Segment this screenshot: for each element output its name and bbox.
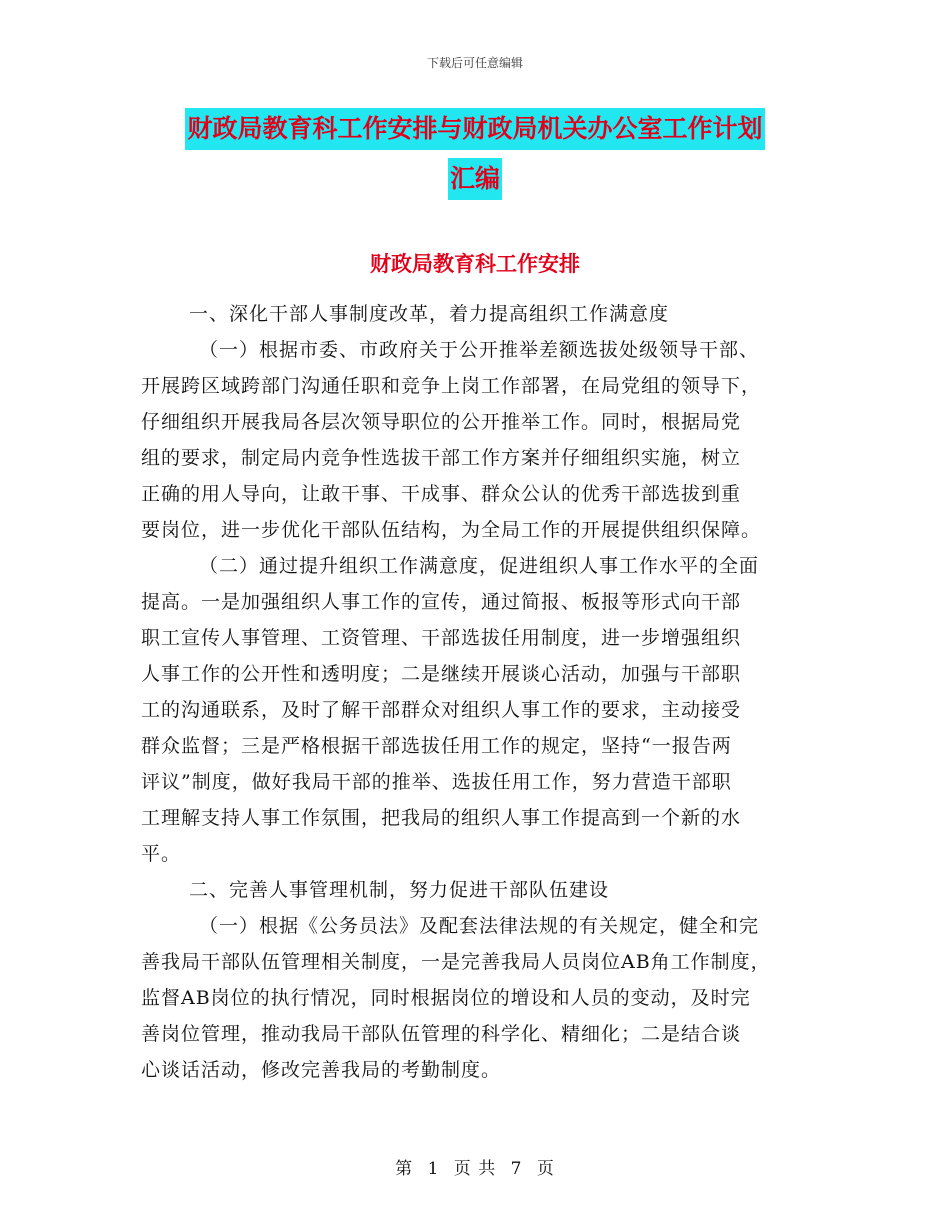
paragraph-line: 平。	[141, 843, 182, 865]
page-total: 7	[510, 1159, 523, 1179]
paragraph-line: 职工宣传人事管理、工资管理、干部选拔任用制度，进一步增强组织	[141, 627, 742, 649]
heading-2: 二、完善人事管理机制，努力促进干部队伍建设	[189, 879, 610, 901]
paragraph-line: 正确的用人导向，让敢干事、干成事、群众公认的优秀干部选拔到重	[141, 483, 742, 505]
paragraph-line: 提高。一是加强组织人事工作的宣传，通过简报、板报等形式向干部	[141, 591, 742, 613]
paragraph-line: 仔细组织开展我局各层次领导职位的公开推举工作。同时，根据局党	[141, 411, 742, 433]
paragraph-line: （二）通过提升组织工作满意度，促进组织人事工作水平的全面	[199, 555, 760, 577]
paragraph-line: 人事工作的公开性和透明度；二是继续开展谈心活动，加强与干部职	[141, 663, 742, 685]
heading-1: 一、深化干部人事制度改革，着力提高组织工作满意度	[189, 303, 670, 325]
paragraph-line: 群众监督；三是严格根据干部选拔任用工作的规定，坚持“一报告两	[141, 735, 732, 757]
page-number: 1	[427, 1159, 440, 1179]
header-note: 下载后可任意编辑	[426, 56, 523, 70]
paragraph-line: 工的沟通联系，及时了解干部群众对组织人事工作的要求，主动接受	[141, 699, 742, 721]
paragraph-line: 组的要求，制定局内竞争性选拔干部工作方案并仔细组织实施，树立	[141, 447, 742, 469]
paragraph-line: 心谈话活动，修改完善我局的考勤制度。	[141, 1059, 502, 1081]
footer-prefix: 第	[395, 1159, 414, 1179]
paragraph-line: 善岗位管理，推动我局干部队伍管理的科学化、精细化；二是结合谈	[141, 1023, 742, 1045]
paragraph-line: 开展跨区域跨部门沟通任职和竞争上岗工作部署，在局党组的领导下，	[141, 375, 762, 397]
paragraph-line: 善我局干部队伍管理相关制度，一是完善我局人员岗位AB角工作制度，	[141, 951, 771, 973]
paragraph-line: （一）根据《公务员法》及配套法律法规的有关规定，健全和完	[199, 915, 760, 937]
title-line-1: 财政局教育科工作安排与财政局机关办公室工作计划	[185, 108, 764, 150]
document-title	[130, 108, 820, 200]
footer-mid: 页 共	[453, 1159, 497, 1179]
title-line-2: 汇编	[448, 158, 502, 200]
paragraph-line: 监督AB岗位的执行情况，同时根据岗位的增设和人员的变动，及时完	[141, 987, 751, 1009]
paragraph-line: 工理解支持人事工作氛围，把我局的组织人事工作提高到一个新的水	[141, 807, 742, 829]
paragraph-line: 要岗位，进一步优化干部队伍结构，为全局工作的开展提供组织保障。	[141, 519, 762, 541]
page-footer	[0, 1154, 950, 1179]
section-title: 财政局教育科工作安排	[370, 252, 580, 276]
paragraph-line: 评议”制度，做好我局干部的推举、选拔任用工作，努力营造干部职	[141, 771, 732, 793]
document-body	[141, 296, 811, 1088]
footer-suffix: 页	[536, 1159, 555, 1179]
paragraph-line: （一）根据市委、市政府关于公开推举差额选拔处级领导干部、	[199, 339, 760, 361]
